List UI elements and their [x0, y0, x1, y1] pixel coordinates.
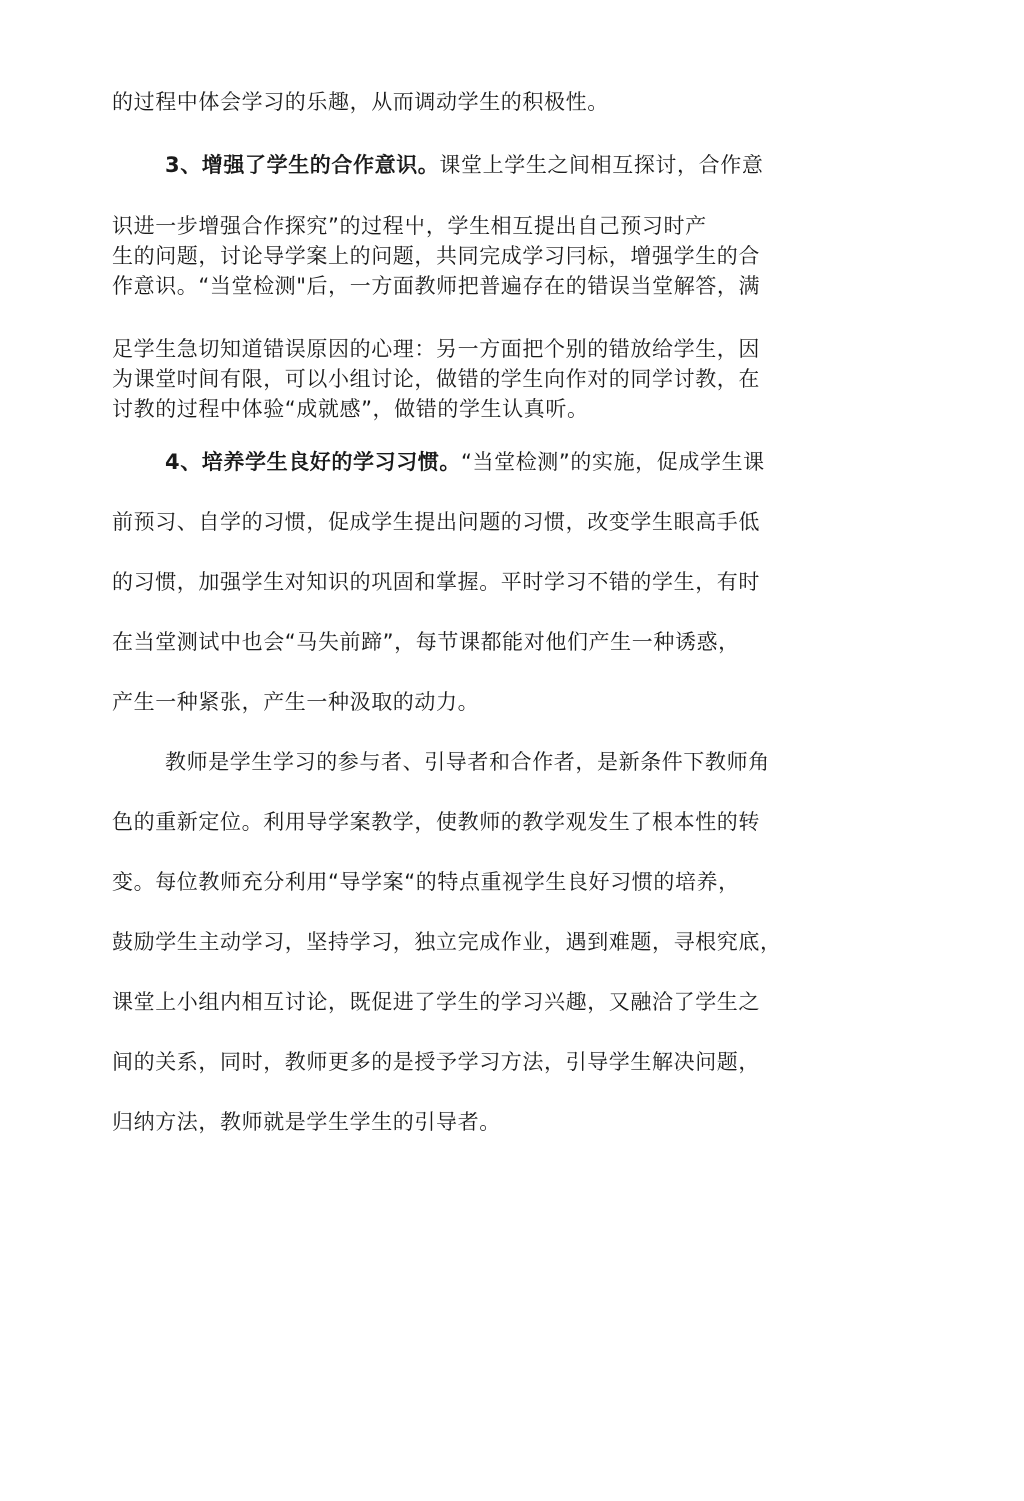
paragraph-line: 色的重新定位。利用导学案教学，使教师的教学观发生了根本性的转: [112, 810, 760, 834]
paragraph-line: 教师是学生学习的参与者、引导者和合作者，是新条件下教师角: [165, 750, 770, 774]
point-3-text: 课堂上学生之间相互探讨，合作意: [439, 153, 764, 177]
paragraph-line: 足学生急切知道错误原因的心理：另一方面把个别的错放给学生，因: [112, 337, 760, 361]
paragraph-line: 产生一种紧张，产生一种汲取的动力。: [112, 690, 480, 714]
paragraph-line: 在当堂测试中也会“马失前蹄”，每节课都能对他们产生一种诱惑，: [112, 630, 740, 654]
paragraph-line: 作意识。“当堂检测"后，一方面教师把普遍存在的错误当堂解答，满: [112, 274, 761, 298]
paragraph-line: 讨教的过程中体验“成就感”，做错的学生认真听。: [112, 397, 589, 421]
point-3-heading: 3、增强了学生的合作意识。: [165, 153, 440, 177]
paragraph-line: 的习惯，加强学生对知识的巩固和掌握。平时学习不错的学生，有时: [112, 570, 760, 594]
point-4-line: [165, 448, 765, 476]
paragraph-line: 识进一步增强合作探究”的过程屮，学生相互提出自己预习时产: [112, 214, 707, 238]
paragraph-line: 课堂上小组内相互讨论，既促进了学生的学习兴趣，又融洽了学生之: [112, 990, 760, 1014]
point-4-text: “当堂检测”的实施，促成学生课: [461, 450, 765, 474]
paragraph-line: 归纳方法，教师就是学生学生的引导者。: [112, 1110, 501, 1134]
paragraph-line: 鼓励学生主动学习，坚持学习，独立完成作业，遇到难题，寻根究底，: [112, 930, 782, 954]
paragraph-line: 为课堂吋间有限，可以小组讨论，做错的学生向作对的同学讨教，在: [112, 367, 760, 391]
paragraph-line: 生的问题，讨论导学案上的问题，共同完成学习冃标，增强学生的合: [112, 244, 760, 268]
paragraph-line: 的过程中体会学习的乐趣，从而调动学生的积极性。: [112, 90, 609, 114]
paragraph-line: 变。每位教师充分利用“导学案“的特点重视学生良好习惯的培养，: [112, 870, 740, 894]
point-4-heading: 4、培养学生良好的学习习惯。: [165, 450, 462, 474]
point-3-line: [165, 151, 763, 179]
paragraph-line: 前预习、自学的习惯，促成学生提出问题的习惯，改变学生眼高手低: [112, 510, 760, 534]
paragraph-line: 间的关系，同时，教师更多的是授予学习方法，引导学生解决问题，: [112, 1050, 760, 1074]
